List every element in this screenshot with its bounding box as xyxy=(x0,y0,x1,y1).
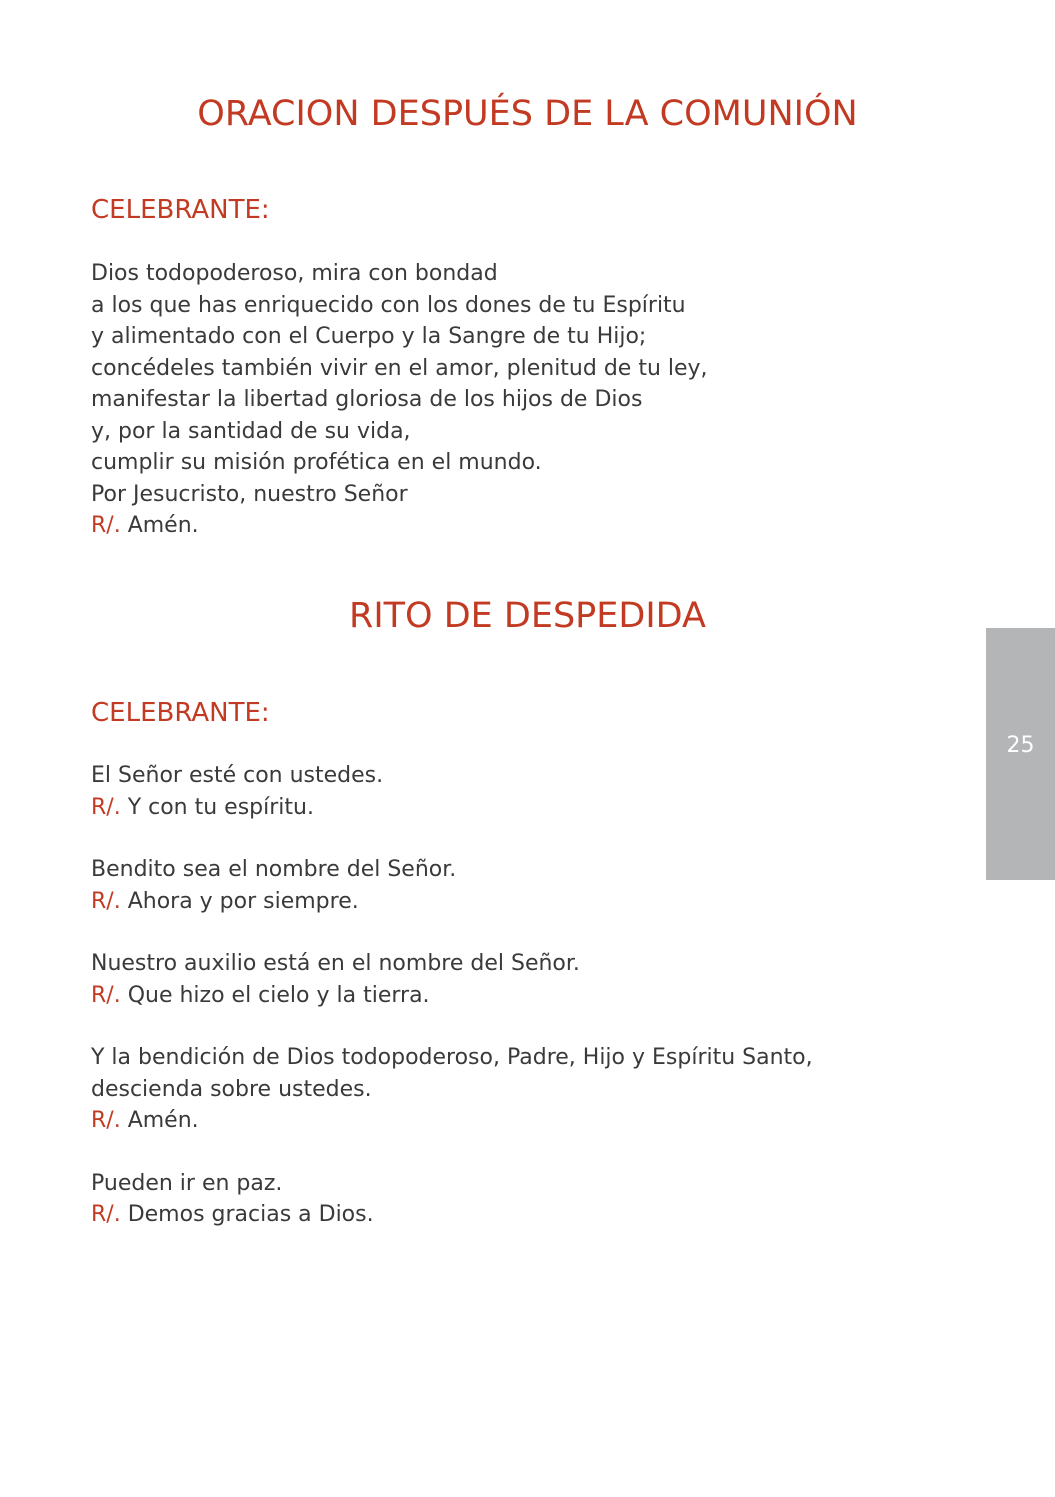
prayer-line: Dios todopoderoso, mira con bondad xyxy=(91,261,498,286)
speaker-label-celebrant: CELEBRANTE: xyxy=(91,698,270,728)
response-line xyxy=(91,792,813,824)
response-line xyxy=(91,1199,813,1231)
speaker-label-celebrant: CELEBRANTE: xyxy=(91,195,270,225)
celebrant-line: Y la bendición de Dios todopoderoso, Padre, Hijo y Espíritu Santo, xyxy=(91,1045,813,1070)
prayer-line: cumplir su misión profética en el mundo. xyxy=(91,450,542,475)
section-title-dismissal: RITO DE DESPEDIDA xyxy=(349,596,706,636)
response-marker: R/. xyxy=(91,982,121,1008)
response-marker: R/. xyxy=(91,888,121,914)
response-text: Amén. xyxy=(120,1108,199,1133)
response-marker: R/. xyxy=(91,794,121,820)
prayer-line: y alimentado con el Cuerpo y la Sangre de tu Hijo; xyxy=(91,324,647,349)
section-title-post-communion: ORACION DESPUÉS DE LA COMUNIÓN xyxy=(197,94,858,134)
response-line xyxy=(91,980,813,1012)
dismissal-dialogue xyxy=(91,760,813,1231)
page-number: 25 xyxy=(1006,733,1035,758)
celebrant-line: Bendito sea el nombre del Señor. xyxy=(91,857,457,882)
response-line xyxy=(91,510,708,542)
response-text: Que hizo el cielo y la tierra. xyxy=(120,982,430,1008)
celebrant-line: Nuestro auxilio está en el nombre del Señor. xyxy=(91,951,580,976)
celebrant-line: El Señor esté con ustedes. xyxy=(91,763,384,788)
response-text: Y con tu espíritu. xyxy=(120,794,314,820)
prayer-line: y, por la santidad de su vida, xyxy=(91,418,411,444)
response-marker: R/. xyxy=(91,1108,121,1133)
prayer-line: Por Jesucristo, nuestro Señor xyxy=(91,481,408,507)
response-line xyxy=(91,1105,813,1137)
celebrant-line: descienda sobre ustedes. xyxy=(91,1076,372,1102)
response-text: Amén. xyxy=(120,513,199,538)
response-text: Ahora y por siempre. xyxy=(120,888,359,914)
celebrant-line: Pueden ir en paz. xyxy=(91,1170,283,1196)
prayer-text xyxy=(91,258,708,542)
response-marker: R/. xyxy=(91,513,121,538)
prayer-line: manifestar la libertad gloriosa de los hijos de Dios xyxy=(91,387,643,412)
response-line xyxy=(91,886,813,918)
response-marker: R/. xyxy=(91,1202,121,1227)
prayer-line: concédeles también vivir en el amor, plenitud de tu ley, xyxy=(91,355,708,381)
response-text: Demos gracias a Dios. xyxy=(120,1202,374,1227)
prayer-line: a los que has enriquecido con los dones de tu Espíritu xyxy=(91,292,686,318)
